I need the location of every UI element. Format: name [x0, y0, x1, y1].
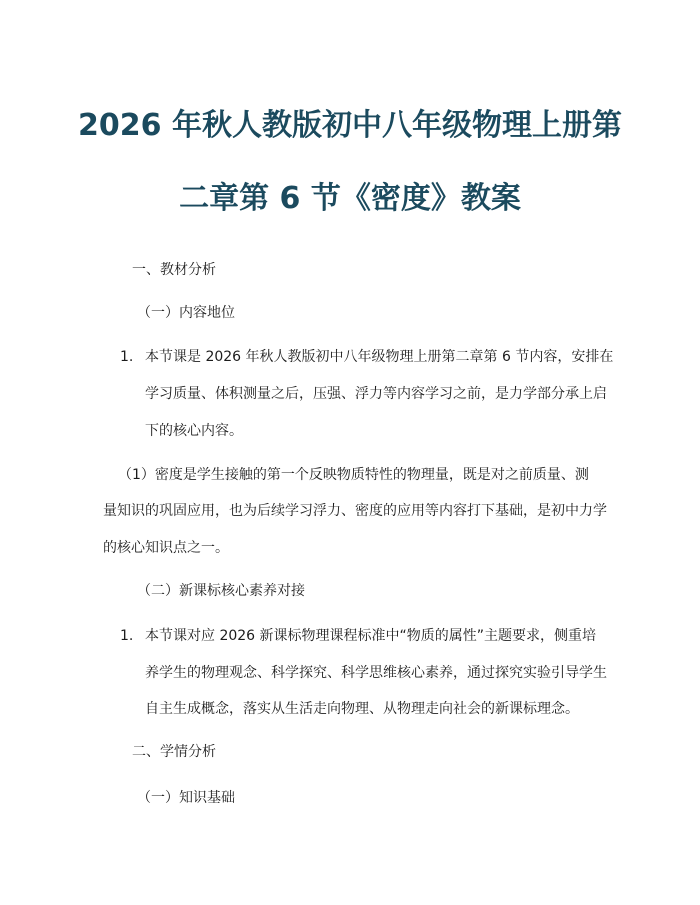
list-item-line: 下的核心内容。 — [145, 423, 243, 439]
list-number: 1. — [120, 349, 134, 365]
subsection-heading-content-position: （一）内容地位 — [137, 305, 235, 321]
list-item-line: 自主生成概念，落实从生活走向物理、从物理走向社会的新课标理念。 — [145, 701, 579, 717]
document-title-line-2: 二章第 6 节《密度》教案 — [179, 181, 521, 216]
section-heading-textbook-analysis: 一、教材分析 — [132, 262, 216, 278]
paragraph-line: 量知识的巩固应用，也为后续学习浮力、密度的应用等内容打下基础，是初中力学 — [103, 503, 607, 519]
paragraph-line: 的核心知识点之一。 — [103, 540, 229, 556]
subsection-heading-curriculum-standards: （二）新课标核心素养对接 — [137, 583, 305, 599]
paragraph-line: （1）密度是学生接触的第一个反映物质特性的物理量，既是对之前质量、测 — [118, 467, 589, 483]
list-number: 1. — [120, 628, 134, 644]
document-title-line-1: 2026 年秋人教版初中八年级物理上册第 — [78, 108, 622, 143]
subsection-heading-knowledge-base: （一）知识基础 — [137, 790, 235, 806]
list-item-line: 学习质量、体积测量之后，压强、浮力等内容学习之前，是力学部分承上启 — [145, 386, 607, 402]
list-item-line: 本节课是 2026 年秋人教版初中八年级物理上册第二章第 6 节内容，安排在 — [145, 349, 614, 365]
list-item-line: 本节课对应 2026 新课标物理课程标准中“物质的属性”主题要求，侧重培 — [145, 628, 597, 644]
section-heading-student-analysis: 二、学情分析 — [132, 744, 216, 760]
list-item-line: 养学生的物理观念、科学探究、科学思维核心素养，通过探究实验引导学生 — [145, 665, 607, 681]
